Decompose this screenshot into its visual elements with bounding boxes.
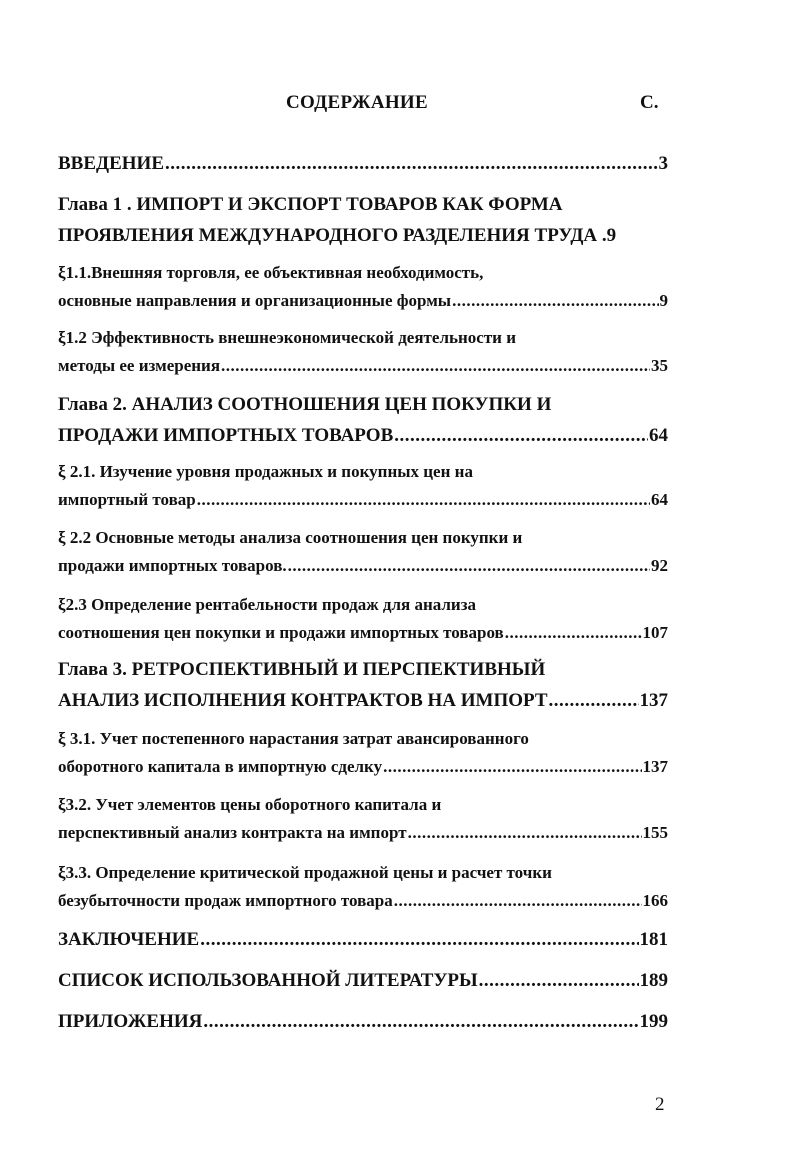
toc-page-number: 155 [642,823,668,842]
toc-page-number: 9 [659,291,668,310]
toc-entry-title-line: Глава 1 . ИМПОРТ И ЭКСПОРТ ТОВАРОВ КАК ФОРМА [58,194,563,215]
toc-page-number: 166 [642,891,668,910]
toc-page-number: 3 [658,153,668,174]
dot-leader [165,148,658,179]
toc-entry-section-3-3 [58,859,668,915]
toc-entry-title-line: ξ1.2 Эффективность внешнеэкономической деятельности и [58,328,517,347]
toc-entry-title-line: ξ 2.1. Изучение уровня продажных и покупных цен на [58,462,473,481]
toc-entry-title-line: Глава 3. РЕТРОСПЕКТИВНЫЙ И ПЕРСПЕКТИВНЫЙ [58,659,546,680]
toc-entry-appendices [58,1006,668,1037]
toc-page-number: 64 [649,425,668,446]
dot-leader [200,924,638,955]
toc-page-number: 137 [639,690,668,711]
toc-entry-chapter-3 [58,654,668,716]
dot-leader [197,486,650,514]
toc-page-number: 9 [606,225,617,246]
toc-entry-title-line: Глава 2. АНАЛИЗ СООТНОШЕНИЯ ЦЕН ПОКУПКИ И [58,394,552,415]
dot-leader [288,552,650,580]
dot-leader [221,352,650,380]
toc-entry-title-line: АНАЛИЗ ИСПОЛНЕНИЯ КОНТРАКТОВ НА ИМПОРТ [58,690,548,711]
toc-entry-title-line: продажи импортных товаров. [58,556,287,575]
toc-entry-title: ВВЕДЕНИЕ [58,153,164,174]
toc-entry-bibliography [58,965,668,996]
toc-entry-title-line: методы ее измерения [58,356,221,375]
toc-entry-section-1-1 [58,259,668,315]
dot-leader [408,819,642,847]
toc-entry-title-line: ПРОДАЖИ ИМПОРТНЫХ ТОВАРОВ [58,425,394,446]
toc-entry-chapter-2 [58,389,668,451]
toc-entry-title-line: перспективный анализ контракта на импорт [58,823,407,842]
dot-leader [383,753,641,781]
toc-entry-introduction [58,148,668,179]
toc-entry-title-line: ξ 2.2 Основные методы анализа соотношения цен покупки и [58,528,523,547]
toc-page-number: 35 [651,356,668,375]
toc-entry-conclusion [58,924,668,955]
toc-entry-title-line: ξ1.1.Внешняя торговля, ее объективная необходимость, [58,263,484,282]
toc-entry-title: ЗАКЛЮЧЕНИЕ [58,929,200,950]
toc-page-number: 189 [639,970,668,991]
toc-entry-section-3-2 [58,791,668,847]
toc-page-number: 199 [639,1011,668,1032]
toc-entry-section-2-2 [58,524,668,580]
toc-page-number: 92 [651,556,668,575]
toc-entry-title: СПИСОК ИСПОЛЬЗОВАННОЙ ЛИТЕРАТУРЫ [58,970,478,991]
toc-entry-section-1-2 [58,324,668,380]
page-column-label: С. [640,92,659,113]
dot-leader [505,619,642,647]
toc-entry-section-2-3 [58,591,668,647]
page-number: 2 [655,1094,665,1115]
dot-leader [452,287,658,315]
toc-page-number: 64 [651,490,668,509]
toc-title: СОДЕРЖАНИЕ [286,92,428,113]
dot-leader [394,887,642,915]
toc-entry-title-line: основные направления и организационные формы [58,291,452,310]
toc-entry-title-line: ξ 3.1. Учет постепенного нарастания затрат авансированного [58,729,529,748]
toc-page-number: 137 [642,757,668,776]
dot-leader [394,420,648,451]
dot-leader [549,685,639,716]
toc-entry-title-line: соотношения цен покупки и продажи импортных товаров [58,623,504,642]
toc-entry-title-line: ξ3.3. Определение критической продажной цены и расчет точки [58,863,552,882]
toc-entry-title-line: ПРОЯВЛЕНИЯ МЕЖДУНАРОДНОГО РАЗДЕЛЕНИЯ ТРУДА . [58,225,607,246]
toc-entry-section-2-1 [58,458,668,514]
dot-leader [203,1006,638,1037]
toc-entry-title-line: оборотного капитала в импортную сделку [58,757,383,776]
toc-entry-title: ПРИЛОЖЕНИЯ [58,1011,203,1032]
toc-entry-title-line: импортный товар [58,490,196,509]
toc-entry-section-3-1 [58,725,668,781]
toc-entry-title-line: ξ3.2. Учет элементов цены оборотного капитала и [58,795,442,814]
toc-entry-title-line: безубыточности продаж импортного товара [58,891,393,910]
toc-heading [0,92,793,122]
toc-page-number: 107 [642,623,668,642]
toc-entry-title-line: ξ2.3 Определение рентабельности продаж для анализа [58,595,477,614]
dot-leader [479,965,639,996]
toc-entry-chapter-1 [58,189,668,251]
toc-page-number: 181 [639,929,668,950]
